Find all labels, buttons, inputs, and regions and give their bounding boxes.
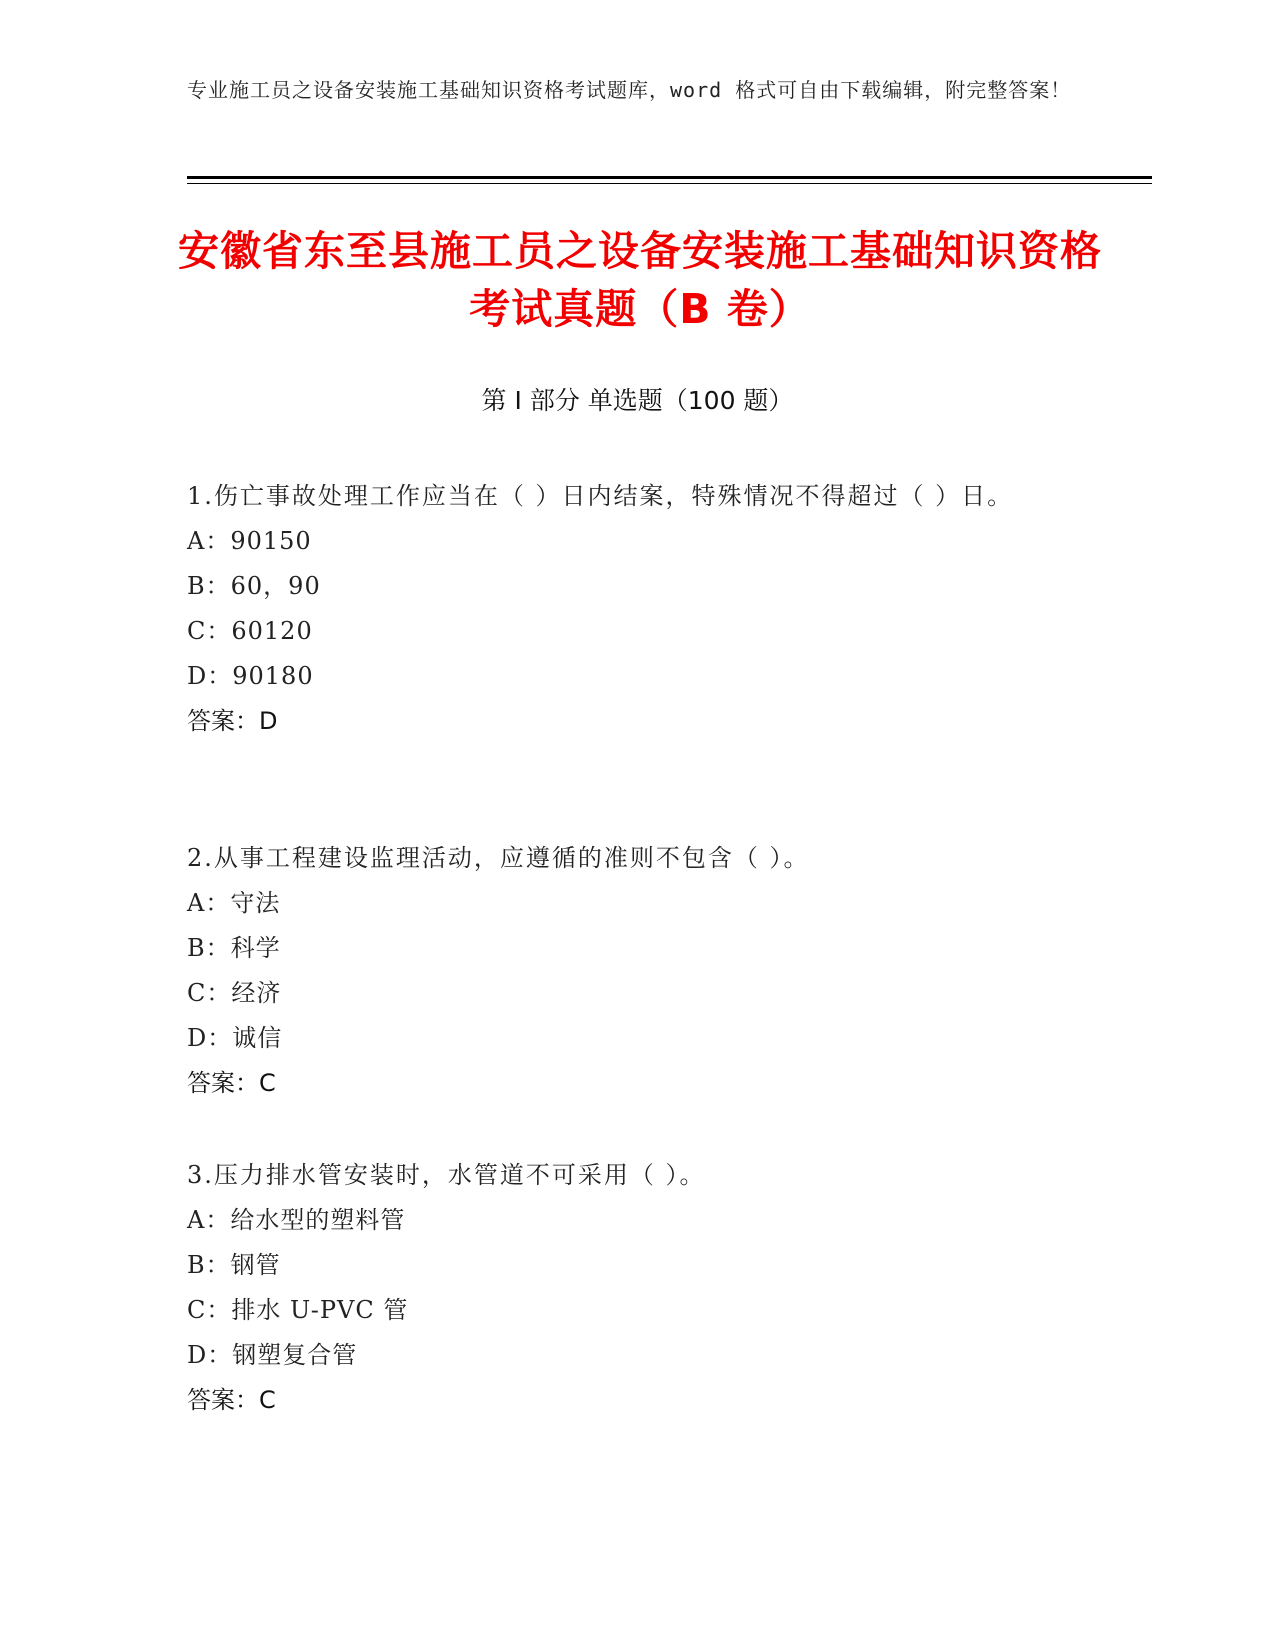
option-a: A：守法 [187, 889, 281, 917]
option-a: A：给水型的塑料管 [187, 1206, 406, 1234]
question-stem: 1.伤亡事故处理工作应当在（ ）日内结案，特殊情况不得超过（ ）日。 [187, 482, 1014, 510]
answer: 答案：D [187, 707, 278, 735]
option-a: A：90150 [187, 527, 312, 555]
question-2 [187, 836, 1087, 1106]
question-stem: 3.压力排水管安装时，水管道不可采用（ ）。 [187, 1161, 706, 1189]
question-1 [187, 474, 1087, 744]
question-3 [187, 1153, 1087, 1423]
option-d: D：90180 [187, 662, 314, 690]
option-c: C：60120 [187, 617, 313, 645]
option-d: D：诚信 [187, 1024, 283, 1052]
option-c: C：经济 [187, 979, 282, 1007]
answer: 答案：C [187, 1386, 276, 1414]
question-stem: 2.从事工程建设监理活动，应遵循的准则不包含（ ）。 [187, 844, 810, 872]
option-b: B：钢管 [187, 1251, 281, 1279]
option-c: C：排水 U-PVC 管 [187, 1296, 409, 1324]
answer: 答案：C [187, 1069, 276, 1097]
option-d: D：钢塑复合管 [187, 1341, 358, 1369]
header-divider-thin [187, 183, 1152, 184]
option-b: B：60，90 [187, 572, 321, 600]
header-divider-thick [187, 176, 1152, 179]
document-title: 安徽省东至县施工员之设备安装施工基础知识资格考试真题（B 卷） [178, 227, 1102, 333]
header-note: 专业施工员之设备安装施工基础知识资格考试题库，word 格式可自由下载编辑，附完整答案！ [187, 78, 1072, 102]
section-title: 第 I 部分 单选题（100 题） [481, 386, 794, 415]
option-b: B：科学 [187, 934, 281, 962]
